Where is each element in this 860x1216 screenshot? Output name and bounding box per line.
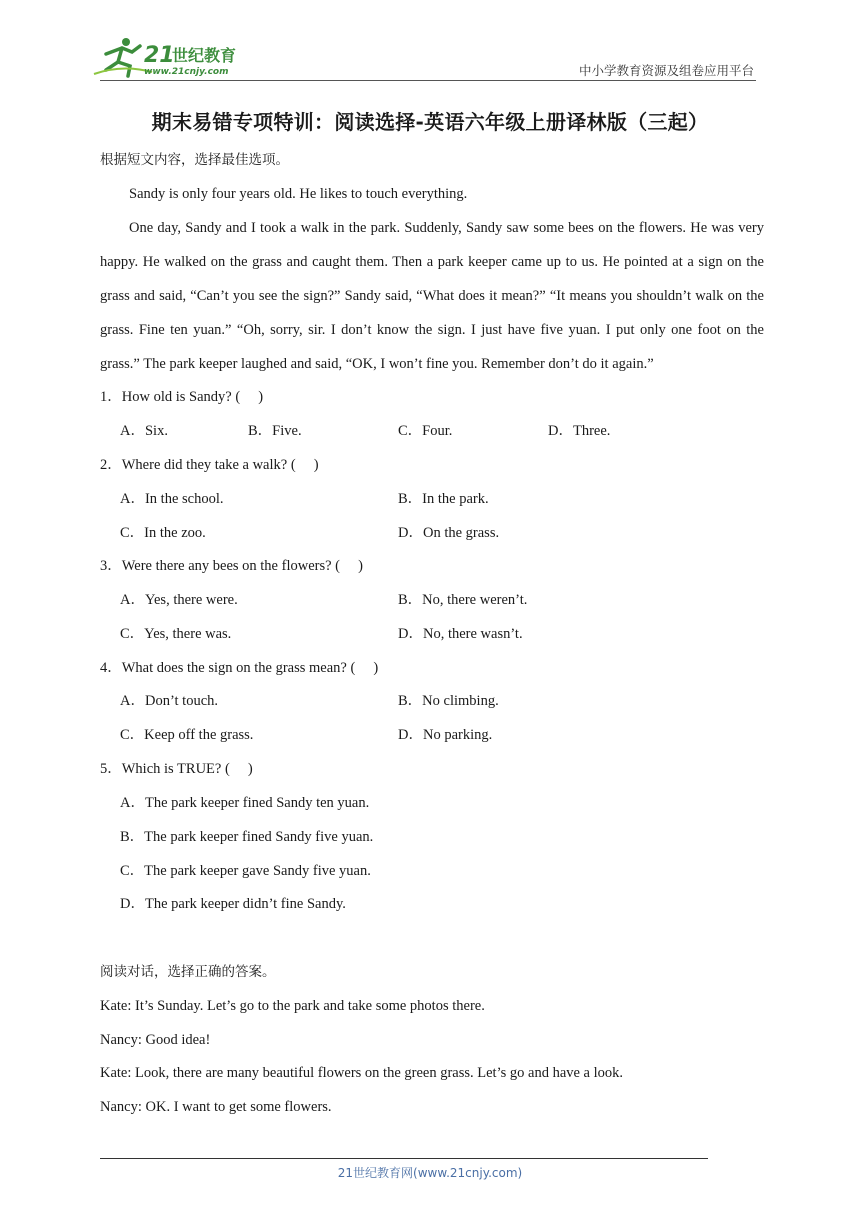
question-3-option-a[interactable]: A．Yes, there were. (120, 592, 238, 608)
question-2-option-d[interactable]: D．On the grass. (398, 525, 500, 541)
question-2-stem: 2．Where did they take a walk? ( ) (100, 457, 319, 473)
passage-paragraph-2: One day, Sandy and I took a walk in the park. Suddenly, Sandy saw some bees on the flowers. He was very happy. He walked on the grass and caught them. Then a park keeper came up to us. He pointed at a sign on the grass and said, “Can’t you see the sign?” Sandy said, “What does it mean?” “It means you shouldn’t walk on the grass. Fine ten yuan.” “Oh, sorry, sir. I don’t know the sign. I just have five yuan. I put only one foot on the grass.” The park keeper laughed and said, “OK, I won’t fine you. Remember don’t do it again.” (100, 220, 764, 372)
section2-instruction: 阅读对话，选择正确的答案。 (100, 964, 276, 980)
section1-instruction: 根据短文内容，选择最佳选项。 (100, 152, 289, 168)
question-5-stem: 5．Which is TRUE? ( ) (100, 761, 253, 777)
page-header (0, 0, 860, 90)
question-4-option-b[interactable]: B．No climbing. (398, 693, 499, 709)
question-2-option-a[interactable]: A．In the school. (120, 491, 224, 507)
question-4-option-a[interactable]: A．Don’t touch. (120, 693, 219, 709)
passage-paragraph-1: Sandy is only four years old. He likes to touch everything. (129, 186, 468, 202)
footer-divider (100, 1158, 708, 1159)
question-2-option-c[interactable]: C．In the zoo. (120, 525, 206, 541)
passage (100, 177, 764, 381)
platform-name: 中小学教育资源及组卷应用平台 (578, 63, 754, 78)
question-1-stem: 1．How old is Sandy? ( ) (100, 389, 264, 405)
svg-text:21: 21 (144, 43, 175, 68)
question-4-stem: 4．What does the sign on the grass mean? ( ) (100, 660, 379, 676)
dialogue-line-3: Kate: Look, there are many beautiful flowers on the green grass. Let’s go and have a look. (100, 1065, 624, 1081)
svg-text:www.21cnjy.com: www.21cnjy.com (144, 67, 229, 77)
question-5-option-c[interactable]: C．The park keeper gave Sandy five yuan. (120, 863, 371, 879)
question-4-option-c[interactable]: C．Keep off the grass. (120, 727, 254, 743)
dialogue-line-4: Nancy: OK. I want to get some flowers. (100, 1099, 332, 1115)
question-3-option-d[interactable]: D．No, there wasn’t. (398, 626, 523, 642)
question-3-stem: 3．Were there any bees on the flowers? ( ) (100, 558, 363, 574)
question-3-option-b[interactable]: B．No, there weren’t. (398, 592, 528, 608)
question-1-option-a[interactable]: A．Six. (120, 423, 168, 439)
question-4-option-d[interactable]: D．No parking. (398, 727, 493, 743)
dialogue-line-1: Kate: It’s Sunday. Let’s go to the park and take some photos there. (100, 998, 485, 1014)
site-logo (92, 34, 262, 80)
question-2-option-b[interactable]: B．In the park. (398, 491, 489, 507)
question-1-option-d[interactable]: D．Three. (548, 423, 611, 439)
question-1-option-b[interactable]: B．Five. (248, 423, 302, 439)
dialogue-line-2: Nancy: Good idea! (100, 1032, 211, 1048)
question-5-option-a[interactable]: A．The park keeper fined Sandy ten yuan. (120, 795, 370, 811)
question-3-option-c[interactable]: C．Yes, there was. (120, 626, 232, 642)
question-1-option-c[interactable]: C．Four. (398, 423, 453, 439)
question-5-option-b[interactable]: B．The park keeper fined Sandy five yuan. (120, 829, 374, 845)
question-5-option-d[interactable]: D．The park keeper didn’t fine Sandy. (120, 896, 346, 912)
footer-site[interactable]: 21世纪教育网(www.21cnjy.com) (337, 1166, 523, 1180)
svg-text:世纪教育: 世纪教育 (172, 46, 237, 65)
page-title: 期末易错专项特训：阅读选择-英语六年级上册译林版（三起） (151, 110, 709, 134)
header-divider (100, 80, 756, 81)
